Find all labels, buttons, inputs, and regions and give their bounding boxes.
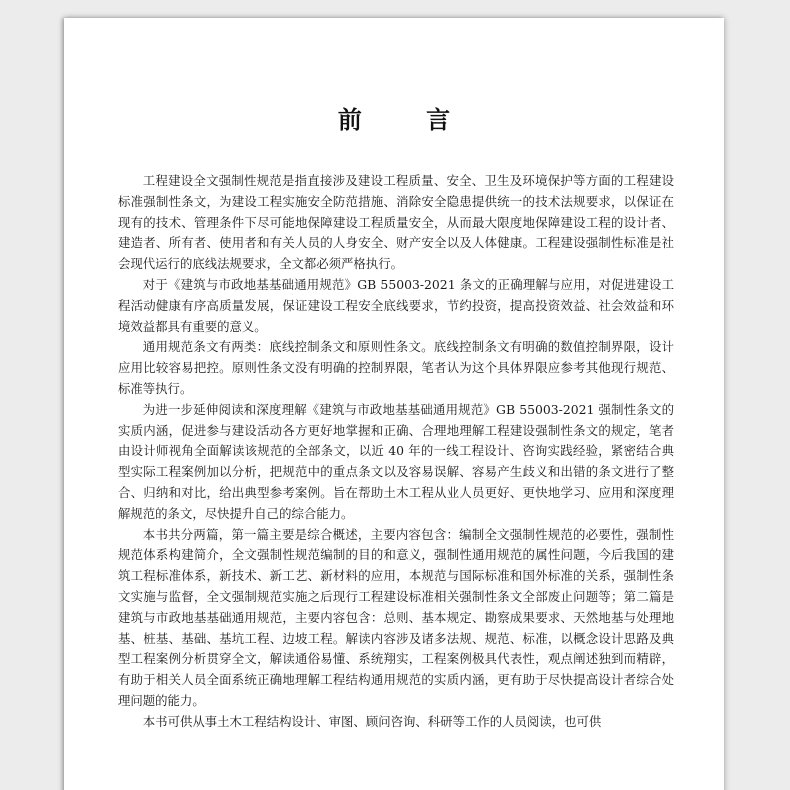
page-title: 前 言: [337, 106, 479, 134]
paragraph-3: 通用规范条文有两类：底线控制条文和原则性条文。底线控制条文有明确的数值控制界限，设计应用比较容易把控。原则性条文没有明确的控制界限，笔者认为这个具体界限应参考其他现行规范、标准等执行。: [118, 339, 674, 396]
paragraph-4: 为进一步延伸阅读和深度理解《建筑与市政地基基础通用规范》GB 55003-2021 强制性条文的实质内涵，促进参与建设活动各方更好地掌握和正确、合理地理解工程建设强制性条文的规定，笔者由设计师视角全面解读该规范的全部条文，以近 40 年的一线工程设计、咨询实践经验，紧密结合典型实际工程案例加以分析，把规范中的重点条文以及容易误解、容易产生歧义和出错的条文进行了整合、归纳和对比，给出典型参考案例。旨在帮助土木工程从业人员更好、更快地学习、应用和深度理解规范的条文，尽快提升自己的综合能力。: [118, 401, 674, 521]
paragraph-2: 对于《建筑与市政地基基础通用规范》GB 55003-2021 条文的正确理解与应用，对促进建设工程活动健康有序高质量发展，保证建设工程安全底线要求，节约投资，提高投资效益、社会效益和环境效益都具有重要的意义。: [118, 276, 674, 334]
paragraph-6: 本书可供从事土木工程结构设计、审图、顾问咨询、科研等工作的人员阅读，也可供: [142, 713, 602, 729]
document-page: [64, 18, 724, 790]
document-body: [118, 171, 674, 733]
paragraph-1: 工程建设全文强制性规范是指直接涉及建设工程质量、安全、卫生及环境保护等方面的工程建设标准强制性条文，为建设工程实施安全防范措施、消除安全隐患提供统一的技术法规要求，以保证在现有的技术、管理条件下尽可能地保障建设工程质量安全，从而最大限度地保障建设工程的设计者、建造者、所有者、使用者和有关人员的人身安全、财产安全以及人体健康。工程建设强制性标准是社会现代运行的底线法规要求，全文都必须严格执行。: [118, 173, 674, 272]
paragraph-5: 本书共分两篇，第一篇主要是综合概述，主要内容包含：编制全文强制性规范的必要性，强制性规范体系构建简介，全文强制性规范编制的目的和意义，强制性通用规范的属性问题，今后我国的建筑工程标准体系，新技术、新工艺、新材料的应用，本规范与国际标准和国外标准的关系，强制性条文实施与监督，全文强制规范实施之后现行工程建设标准相关强制性条文全部废止问题等；第二篇是建筑与市政地基基础通用规范，主要内容包含：总则、基本规定、勘察成果要求、天然地基与处理地基、桩基、基础、基坑工程、边坡工程。解读内容涉及诸多法规、规范、标准，以概念设计思路及典型工程案例分析贯穿全文，解读通俗易懂、系统翔实，工程案例极具代表性，观点阐述独到而精辟，有助于相关人员全面系统正确地理解工程结构通用规范的实质内涵，更有助于尽快提高设计者综合处理问题的能力。: [118, 526, 674, 708]
